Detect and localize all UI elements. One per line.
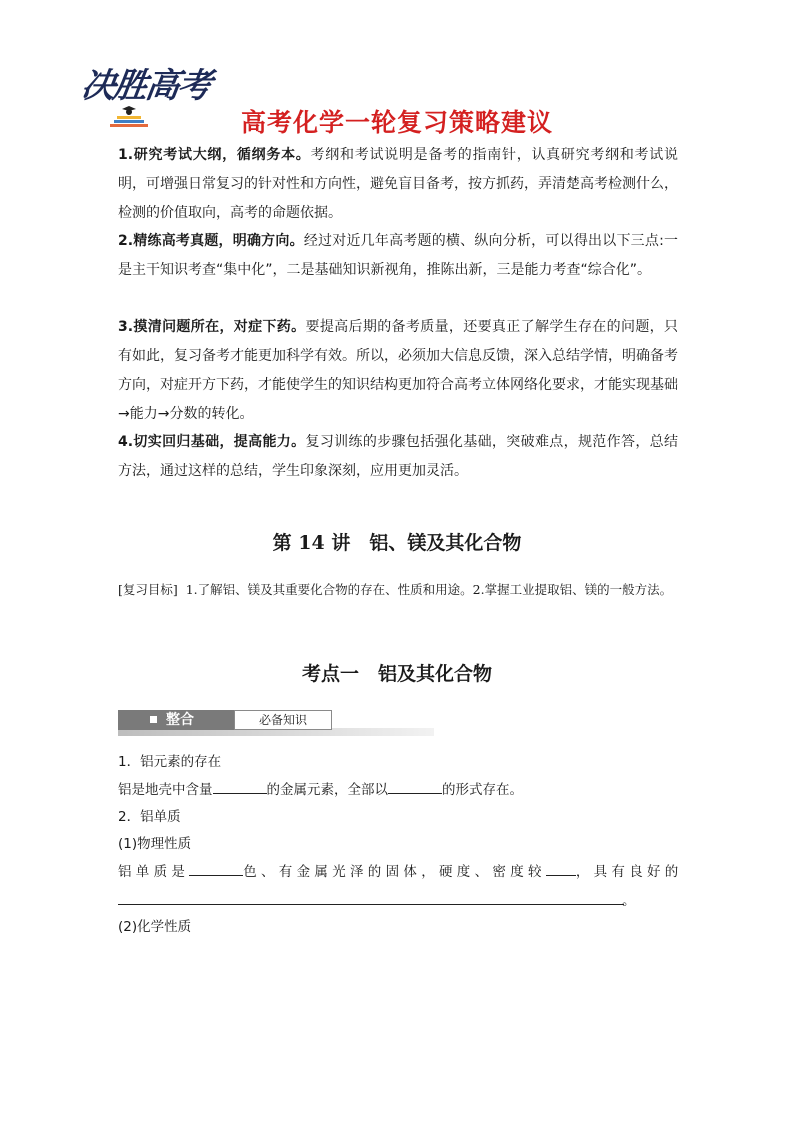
blank-field-long[interactable] xyxy=(118,904,624,905)
strategy-body: 要提高后期的备考质量，还要真正了解学生存在的问题，只有如此，复习备考才能更加科学有效。所以，必须加大信息反馈，深入总结学情，明确备考方向，对症开方下药，才能使学生的知识结构更加符合高考立体网络化要求，才能实现基础→能力→分数的转化。 xyxy=(118,319,679,422)
page-title: 高考化学一轮复习策略建议 xyxy=(240,108,553,137)
strategy-lead: 2.精练高考真题，明确方向。 xyxy=(118,233,304,249)
logo-text: 决胜高考 xyxy=(78,66,213,106)
strategy-2 xyxy=(118,227,678,285)
review-goal xyxy=(118,576,680,604)
strategy-1 xyxy=(118,141,678,228)
heading-physical-properties: (1)物理性质 xyxy=(118,836,192,852)
strategy-3 xyxy=(118,313,678,429)
lecture-title: 第 14 讲 铝、镁及其化合物 xyxy=(272,532,522,554)
blank-field[interactable] xyxy=(546,861,576,876)
review-goal-label: [复习目标] xyxy=(118,582,178,597)
blank-field[interactable] xyxy=(388,779,442,794)
strategy-4 xyxy=(118,428,678,486)
strategy-lead: 4.切实回归基础，提高能力。 xyxy=(118,434,306,450)
strategy-lead: 3.摸清问题所在，对症下药。 xyxy=(118,319,306,335)
line-end-punct: 。 xyxy=(622,893,636,909)
tag-sub: 必备知识 xyxy=(234,710,332,730)
fill-line-2: 铝单质是 色、有金属光泽的固体，硬度、密度较 ，具有良好的 xyxy=(118,861,680,883)
fill-line-1: 铝是地壳中含量 的金属元素，全部以 的形式存在。 xyxy=(118,779,680,801)
strategy-body: 考纲和考试说明是备考的指南针，认真研究考纲和考试说明，可增强日常复习的针对性和方向性，避免盲目备考，按方抓药，弄清楚高考检测什么，检测的价值取向，高考的命题依据。 xyxy=(118,147,679,221)
strategy-body: 经过对近几年高考题的横、纵向分析，可以得出以下三点:一是主干知识考查“集中化”，二是基础知识新视角，推陈出新，三是能力考查“综合化”。 xyxy=(118,233,679,278)
strategy-body: 复习训练的步骤包括强化基础，突破难点，规范作答，总结方法，通过这样的总结，学生印象深刻，应用更加灵活。 xyxy=(118,434,679,479)
heading-aluminum-existence: 1．铝元素的存在 xyxy=(118,754,222,770)
tag-main xyxy=(118,710,234,730)
strategy-lead: 1.研究考试大纲，循纲务本。 xyxy=(118,147,311,163)
tag-main-label: 整合 xyxy=(166,712,194,728)
heading-chemical-properties: (2)化学性质 xyxy=(118,919,192,935)
section-title: 考点一 铝及其化合物 xyxy=(301,663,492,685)
square-icon xyxy=(150,716,157,723)
review-goal-text: 1.了解铝、镁及其重要化合物的存在、性质和用途。2.掌握工业提取铝、镁的一般方法。 xyxy=(185,582,673,597)
blank-field[interactable] xyxy=(189,861,243,876)
section-tag xyxy=(118,710,434,736)
heading-aluminum-element: 2．铝单质 xyxy=(118,809,181,825)
blank-field[interactable] xyxy=(213,779,267,794)
